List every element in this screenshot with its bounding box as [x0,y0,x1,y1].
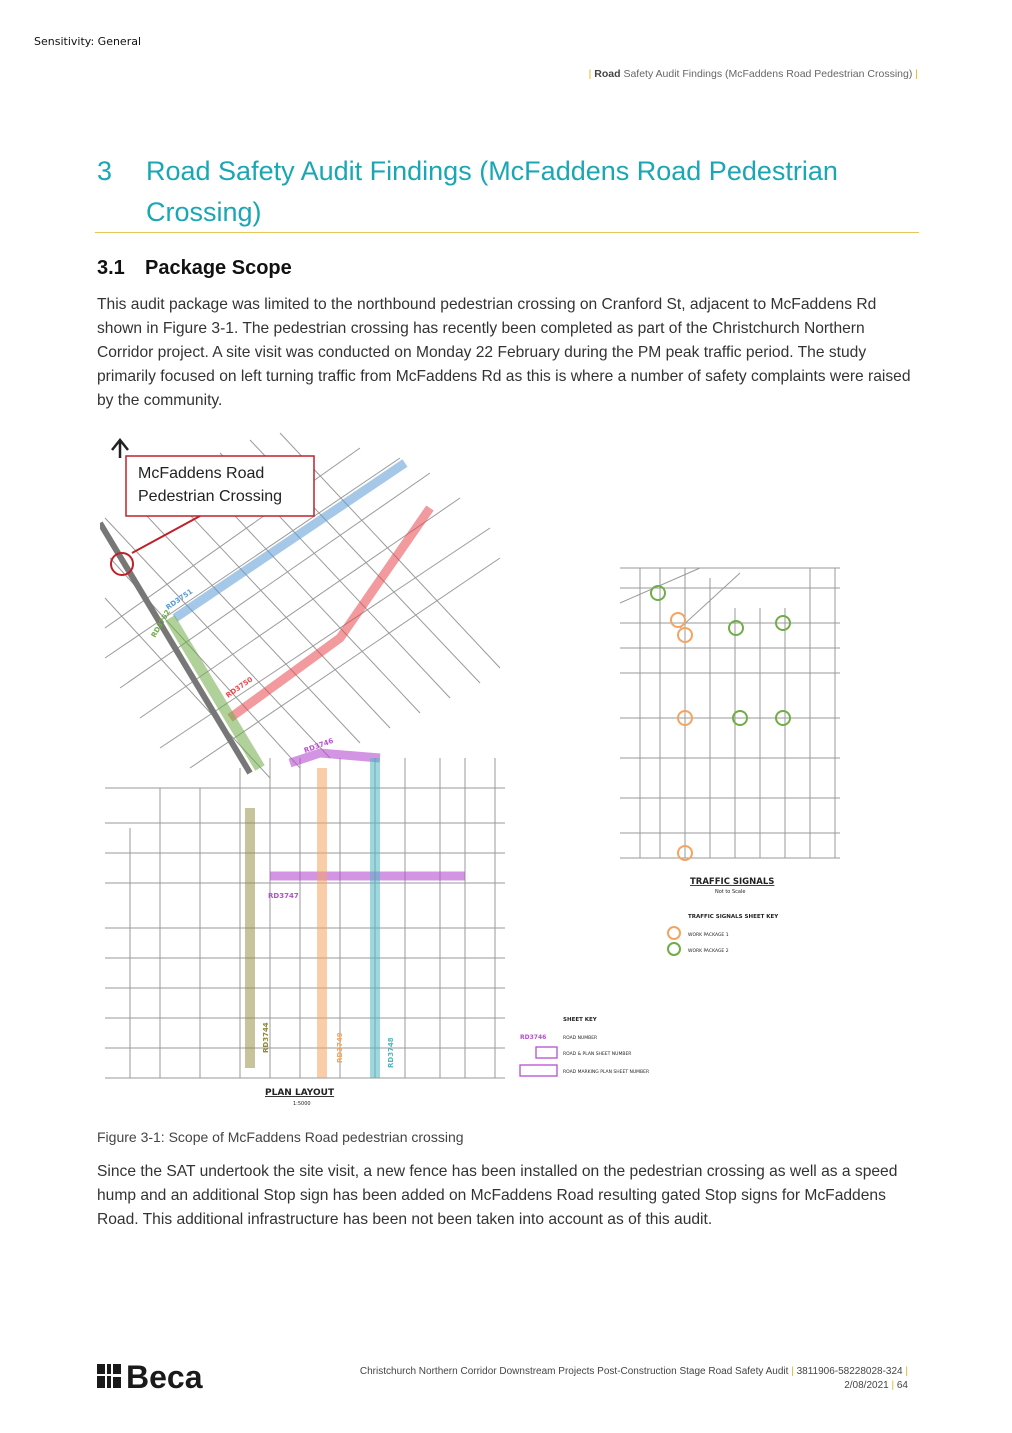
sheet-key-title: SHEET KEY [563,1017,597,1023]
route-label: RD3748 [387,1037,395,1068]
running-header-bold: Road [594,68,621,80]
subsection-title: Package Scope [145,257,292,279]
running-header-text: Safety Audit Findings (McFaddens Road Pedestrian Crossing) [623,68,913,80]
running-header: | Road Safety Audit Findings (McFaddens Road Pedestrian Crossing) | [588,68,918,80]
route-label: RD3747 [268,892,299,900]
footer-project: Christchurch Northern Corridor Downstream Projects Post-Construction Stage Road Safety Audit [359,1366,789,1377]
section-title: Road Safety Audit Findings (McFaddens Road Pedestrian Crossing) [146,156,838,227]
beca-mark-icon [97,1364,121,1388]
route-magenta [270,753,465,876]
signals-key-orange [668,927,680,939]
paragraph-fence-update: Since the SAT undertook the site visit, a new fence has been installed on the pedestrian crossing as well as a speed hump and an additional Stop sign has been added on McFaddens Road resulting gated Stop signs for McFaddens Road. This additional infrastructure has been not been taken into account as of this audit. [97,1163,898,1228]
route-label: RD3752 [149,608,173,639]
callout-line1: McFaddens Road [138,465,265,482]
sheet-key-marking-swatch [520,1065,557,1076]
signals-key-green [668,943,680,955]
signal-markers [651,586,790,860]
heading-divider [95,232,919,233]
scope-map-figure [100,428,850,1110]
callout-line2: Pedestrian Crossing [138,488,283,505]
signals-inset [620,568,840,858]
sheet-key-item: ROAD NUMBER [563,1036,598,1041]
route-label: RD3746 [302,736,335,755]
logo-wordmark: Beca [126,1360,203,1392]
sensitivity-label: Sensitivity: General [34,35,142,48]
figure-caption: Figure 3-1: Scope of McFaddens Road pedestrian crossing [97,1129,464,1145]
subsection-heading [97,257,292,280]
signals-key-item: WORK PACKAGE 1 [688,933,729,938]
route-label: RD3749 [336,1032,344,1063]
footer-ref: 3811906-58228028-324 [796,1366,903,1377]
sheet-key-item: ROAD MARKING PLAN SHEET NUMBER [563,1070,650,1075]
signals-key-title: TRAFFIC SIGNALS SHEET KEY [688,914,779,920]
beca-logo [97,1360,232,1397]
signals-scale: Not to Scale [715,889,746,895]
paragraph-scope: This audit package was limited to the northbound pedestrian crossing on Cranford St, adjacent to McFaddens Rd shown in Figure 3-1. The pedestrian crossing has recently been completed as part of the Christchurch Northern Corridor project. A site visit was conducted on Monday 22 February during the PM peak traffic period. The study primarily focused on left turning traffic from McFaddens Rd as this is where a number of safety complaints were raised by the community. [97,296,911,409]
route-green [170,618,260,768]
subsection-number: 3.1 [97,257,125,279]
page-number: 64 [896,1380,908,1391]
footer-date: 2/08/2021 [844,1380,889,1391]
signals-key-item: WORK PACKAGE 2 [688,949,729,954]
sheet-key-plan-swatch [536,1047,557,1058]
route-label: RD3744 [262,1022,270,1053]
sheet-key-item: ROAD & PLAN SHEET NUMBER [563,1052,632,1057]
section-number: 3 [97,156,113,186]
signals-title: TRAFFIC SIGNALS [690,877,775,887]
sheet-key-road-label: RD3746 [520,1034,547,1041]
callout-leader [132,516,200,553]
route-label: RD3751 [164,587,195,612]
footer-text: Christchurch Northern Corridor Downstream Projects Post-Construction Stage Road Safety Audit | 3811906-58228028-324 | 2/08/2021 | 64 [359,1366,908,1391]
plan-title: PLAN LAYOUT [265,1088,335,1098]
route-label: RD3750 [224,675,255,700]
plan-scale: 1:5000 [293,1101,311,1107]
